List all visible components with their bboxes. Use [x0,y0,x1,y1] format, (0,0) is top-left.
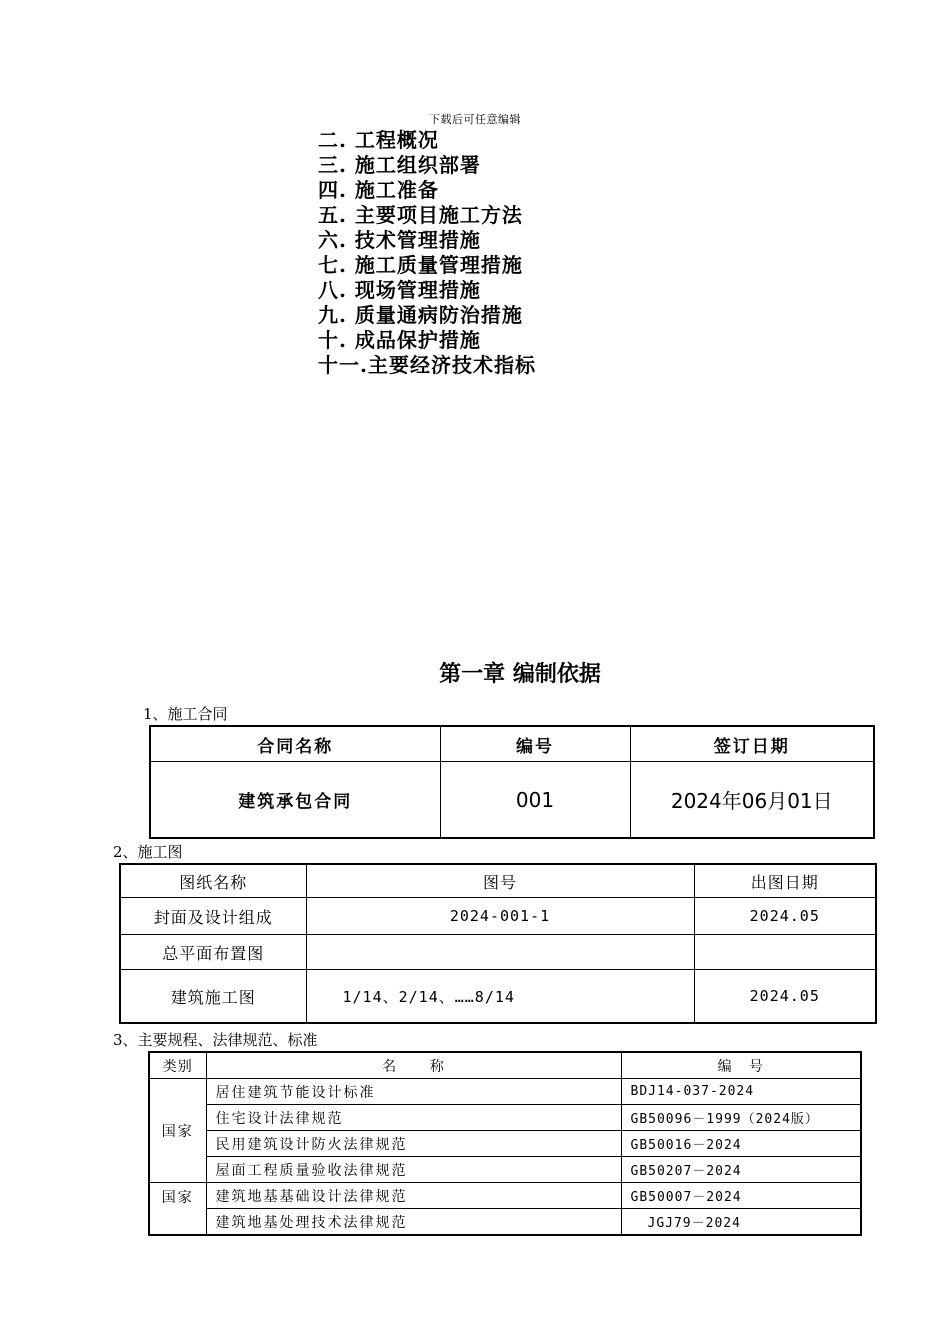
table-row [149,1183,861,1209]
drawing-date: 2024.05 [694,898,876,935]
column-header: 签订日期 [630,726,874,762]
standard-name: 建筑地基处理技术法律规范 [206,1209,621,1236]
toc-item: 六. 技术管理措施 [318,228,481,252]
standard-name: 居住建筑节能设计标准 [206,1079,621,1105]
toc-item: 十. 成品保护措施 [318,328,481,352]
section-heading-standards: 3、主要规程、法律规范、标准 [113,1031,318,1049]
table-header-row [150,726,874,762]
table-row [149,1131,861,1157]
drawing-number: 2024-001-1 [306,898,694,935]
contract-table [149,725,875,839]
standard-code: GB50016－2024 [621,1131,861,1157]
standard-name: 屋面工程质量验收法律规范 [206,1157,621,1183]
drawings-table [119,863,877,1024]
standard-category: 国家 [149,1183,206,1236]
chapter-title: 第一章 编制依据 [439,662,601,687]
standard-name: 民用建筑设计防火法律规范 [206,1131,621,1157]
contract-date: 2024年06月01日 [630,762,874,839]
table-header-row [149,1052,861,1079]
table-row [120,898,876,935]
toc-item: 五. 主要项目施工方法 [318,203,523,227]
contract-number: 001 [440,762,630,839]
toc-item: 二. 工程概况 [318,128,439,152]
column-header: 名 称 [206,1052,621,1079]
table-header-row [120,864,876,898]
standard-code: BDJ14-037-2024 [621,1079,861,1105]
section-heading-drawings: 2、施工图 [113,843,183,861]
standard-code: GB50096－1999（2024版） [621,1105,861,1131]
section-heading-contract: 1、施工合同 [143,705,228,723]
table-row [149,1105,861,1131]
table-row [150,762,874,839]
standard-category: 国家 [149,1079,206,1183]
standard-name: 建筑地基基础设计法律规范 [206,1183,621,1209]
standard-code: JGJ79－2024 [621,1209,861,1236]
standard-code: GB50207－2024 [621,1157,861,1183]
column-header: 合同名称 [150,726,440,762]
toc-item: 七. 施工质量管理措施 [318,253,523,277]
table-row [149,1079,861,1105]
column-header: 编 号 [621,1052,861,1079]
table-row [120,970,876,1024]
drawing-name: 建筑施工图 [120,970,306,1024]
header-note: 下载后可任意编辑 [429,113,521,126]
column-header: 编号 [440,726,630,762]
toc-item: 三. 施工组织部署 [318,153,481,177]
toc-item: 八. 现场管理措施 [318,278,481,302]
toc-item: 九. 质量通病防治措施 [318,303,523,327]
column-header: 图号 [306,864,694,898]
table-of-contents [318,128,536,378]
drawing-number [306,935,694,970]
drawing-number: 1/14、2/14、……8/14 [306,970,694,1024]
column-header: 图纸名称 [120,864,306,898]
toc-item: 十一.主要经济技术指标 [318,353,536,377]
drawing-date [694,935,876,970]
table-row [120,935,876,970]
drawing-date: 2024.05 [694,970,876,1024]
standard-name: 住宅设计法律规范 [206,1105,621,1131]
table-row [149,1157,861,1183]
contract-name: 建筑承包合同 [150,762,440,839]
column-header: 出图日期 [694,864,876,898]
table-row [149,1209,861,1236]
standard-code: GB50007－2024 [621,1183,861,1209]
column-header: 类别 [149,1052,206,1079]
drawing-name: 封面及设计组成 [120,898,306,935]
drawing-name: 总平面布置图 [120,935,306,970]
standards-table [148,1051,862,1236]
toc-item: 四. 施工准备 [318,178,439,202]
